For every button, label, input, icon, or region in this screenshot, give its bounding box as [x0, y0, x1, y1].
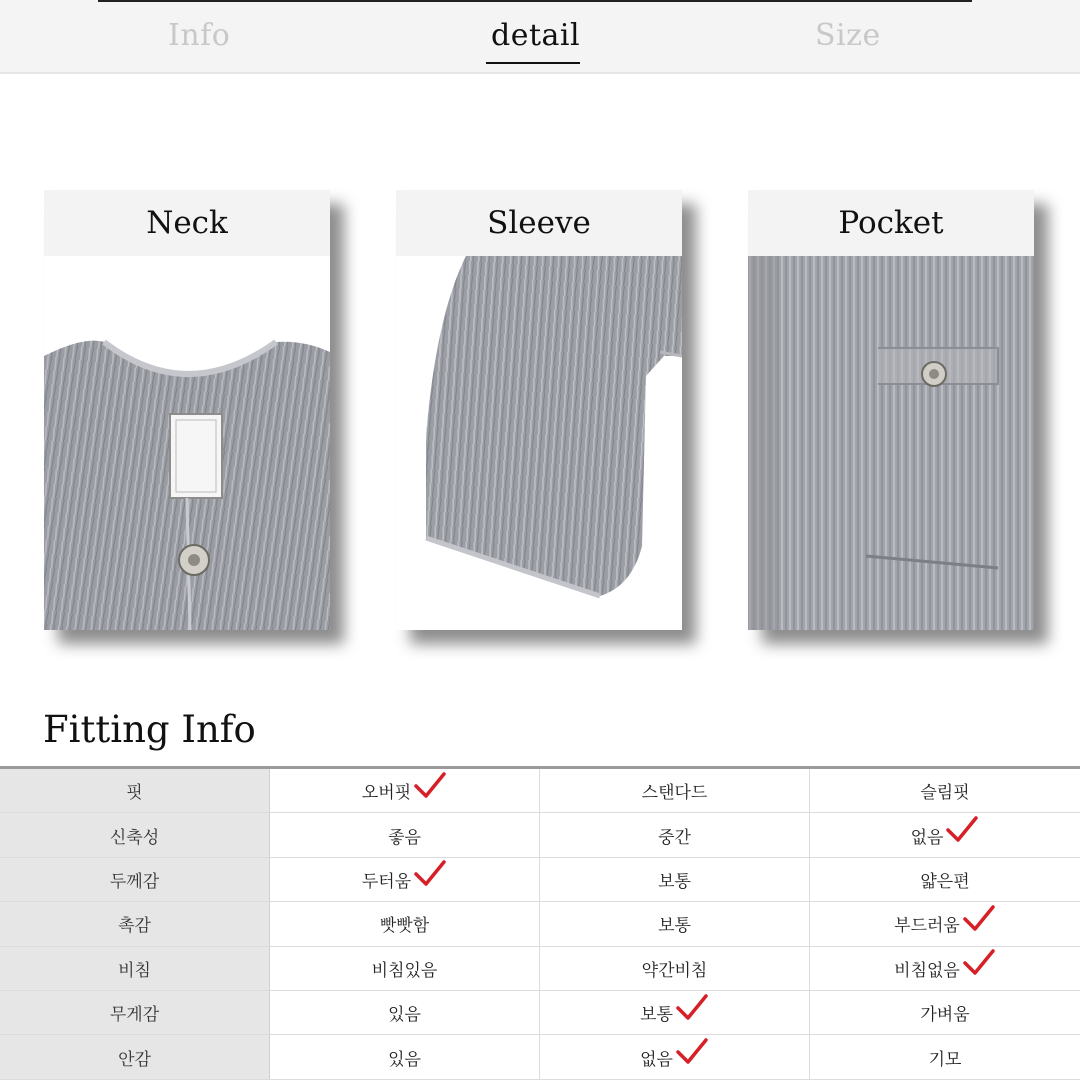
fitting-option-text: 비침없음 [894, 960, 960, 981]
fitting-option-cell [270, 813, 540, 856]
fitting-row-label: 비침 [0, 947, 270, 990]
fitting-option-text: 오버핏 [361, 783, 412, 804]
fitting-option-cell [270, 769, 540, 812]
neck-closeup-image [44, 256, 330, 630]
checkmark-icon [413, 859, 447, 889]
fitting-option-text: 슬림핏 [920, 783, 970, 804]
fitting-row [0, 902, 1080, 946]
fitting-option-text: 부드러움 [894, 916, 960, 937]
fitting-option-cell [270, 991, 540, 1034]
fitting-info-table [0, 766, 1080, 1080]
fitting-option-text: 중간 [658, 827, 691, 848]
fitting-option-text: 기모 [928, 1049, 962, 1070]
fitting-row [0, 1035, 1080, 1079]
fitting-option-text: 빳빳함 [379, 916, 430, 937]
fitting-option-text: 비침있음 [371, 960, 438, 981]
checkmark-icon [413, 771, 447, 801]
fitting-option-cell [810, 991, 1080, 1034]
fitting-option-cell [270, 902, 540, 945]
checkmark-icon [675, 993, 709, 1023]
fitting-row [0, 947, 1080, 991]
tab-info[interactable]: Info [168, 18, 231, 53]
sleeve-closeup-image [396, 256, 682, 630]
fitting-option-text: 좋음 [388, 827, 421, 848]
fitting-option-text: 보통 [658, 916, 691, 937]
detail-card-header [748, 190, 1034, 256]
fitting-option-text: 있음 [388, 1005, 421, 1026]
fitting-row-label: 두께감 [0, 858, 270, 901]
fitting-option-cell [810, 902, 1080, 945]
fitting-option-text: 있음 [388, 1049, 421, 1070]
tab-size[interactable]: Size [815, 18, 881, 53]
tab-detail[interactable]: detail [491, 18, 581, 53]
fitting-option-cell [810, 858, 1080, 901]
fitting-option-text: 스탠다드 [641, 783, 708, 804]
detail-card-title: Neck [146, 205, 228, 241]
fitting-row-label: 안감 [0, 1035, 270, 1078]
fitting-option-cell [540, 1035, 810, 1078]
fitting-option-cell [810, 1035, 1080, 1078]
fitting-option-cell [540, 991, 810, 1034]
fitting-row [0, 769, 1080, 813]
fitting-option-text: 약간비침 [641, 960, 708, 981]
fitting-option-text: 보통 [640, 1005, 673, 1026]
pocket-closeup-image [748, 256, 1034, 630]
fitting-info-title: Fitting Info [43, 708, 256, 751]
tab-bar [0, 0, 1080, 74]
fitting-option-cell [540, 902, 810, 945]
fitting-option-cell [540, 769, 810, 812]
detail-card-header [44, 190, 330, 256]
fitting-row-label: 무게감 [0, 991, 270, 1034]
fitting-option-cell [540, 813, 810, 856]
fitting-option-text: 얇은편 [920, 871, 970, 892]
detail-card-neck [44, 190, 330, 630]
fitting-row-label: 핏 [0, 769, 270, 812]
detail-card-header [396, 190, 682, 256]
detail-card-title: Sleeve [487, 205, 591, 241]
fitting-option-text: 가벼움 [920, 1005, 970, 1026]
fitting-option-text: 두터움 [361, 871, 412, 892]
fitting-option-text: 없음 [640, 1049, 673, 1070]
checkmark-icon [675, 1037, 709, 1067]
fitting-row-label: 신축성 [0, 813, 270, 856]
fitting-option-cell [810, 769, 1080, 812]
fitting-option-text: 없음 [910, 827, 944, 848]
detail-card-pocket [748, 190, 1034, 630]
checkmark-icon [962, 904, 996, 934]
fitting-option-cell [540, 858, 810, 901]
detail-card-sleeve [396, 190, 682, 630]
fitting-option-cell [270, 947, 540, 990]
fitting-row-label: 촉감 [0, 902, 270, 945]
fitting-option-cell [810, 813, 1080, 856]
fitting-row [0, 991, 1080, 1035]
fitting-row [0, 858, 1080, 902]
active-tab-underline [486, 62, 580, 64]
fitting-option-cell [540, 947, 810, 990]
checkmark-icon [945, 815, 979, 845]
fitting-row [0, 813, 1080, 857]
detail-card-title: Pocket [838, 205, 944, 241]
fitting-option-cell [270, 1035, 540, 1078]
fitting-option-text: 보통 [658, 871, 691, 892]
fitting-option-cell [270, 858, 540, 901]
fitting-option-cell [810, 947, 1080, 990]
checkmark-icon [962, 948, 996, 978]
tab-bar-top-line [98, 0, 972, 2]
